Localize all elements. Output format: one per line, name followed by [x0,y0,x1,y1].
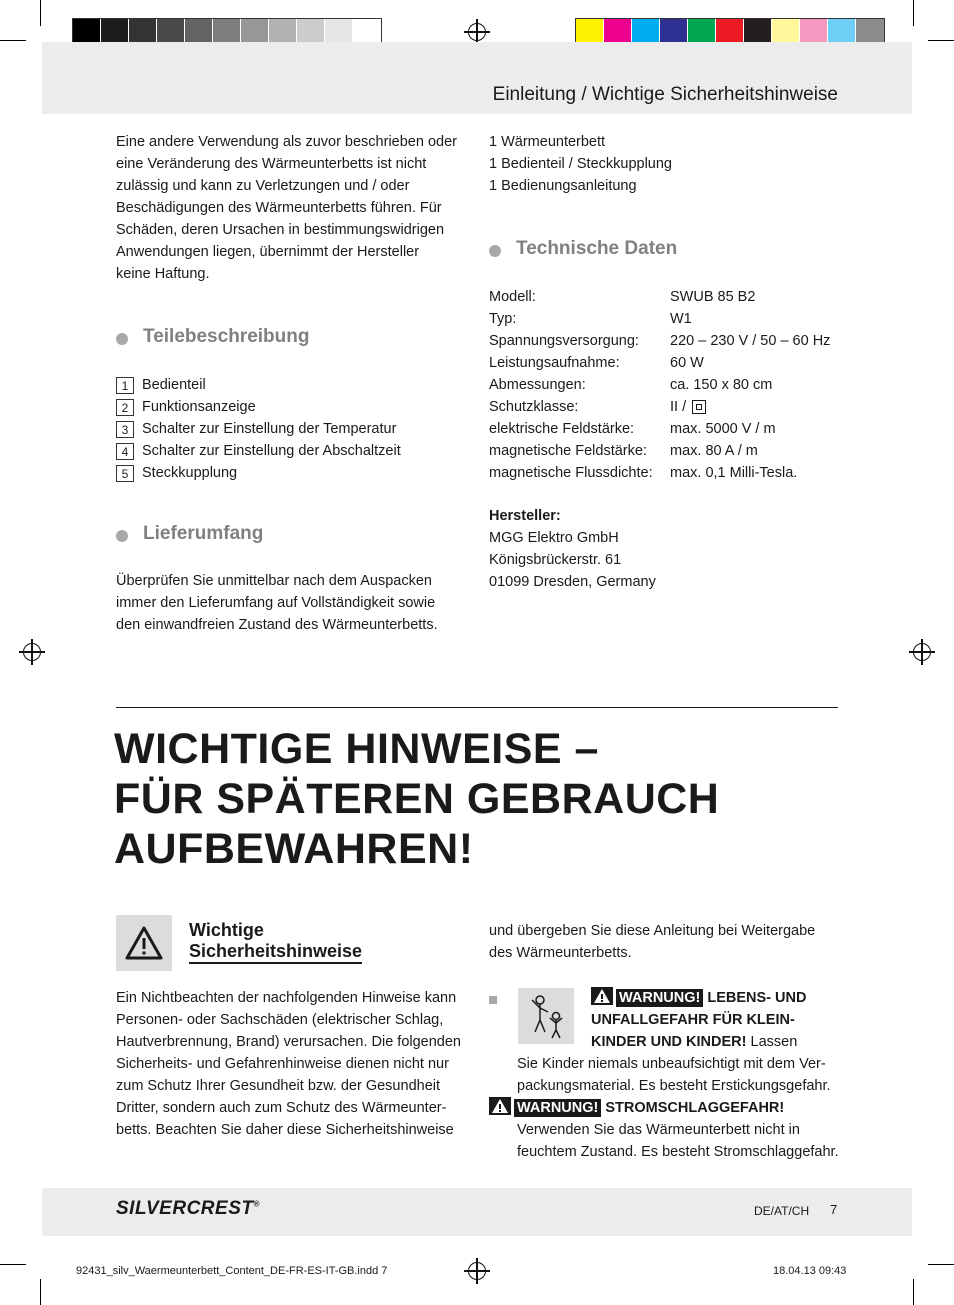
tech-key: elektrische Feldstärke: [489,421,635,437]
part-label: Schalter zur Einstellung der Temperatur [142,421,397,437]
tech-value: max. 80 A / m [670,443,758,459]
table-row [489,352,830,374]
text-line: Überprüfen Sie unmittelbar nach dem Auspacken [116,573,432,589]
tech-value: 220 – 230 V / 50 – 60 Hz [670,333,831,349]
crop-mark [40,1279,41,1305]
bullet-icon [116,530,128,542]
text-line: 01099 Dresden, Germany [489,574,656,590]
warning-1-heading [591,987,851,1053]
tech-key: Typ: [489,311,517,327]
manufacturer-block [489,505,839,593]
section-divider [116,707,838,708]
text-line: packungsmaterial. Es besteht Erstickungsgefahr. [517,1078,831,1094]
title-line: WICHTIGE HINWEISE – [114,725,599,773]
text-line: immer den Lieferumfang auf Vollständigkeit sowie [116,595,436,611]
part-label: Funktionsanzeige [142,399,256,415]
tech-value: SWUB 85 B2 [670,289,756,305]
list-item: 1 Bedienteil / Steckkupplung [489,156,672,172]
file-slug: 92431_silv_Waermeunterbett_Content_DE-FR-ES-IT-GB.indd 7 [76,1265,388,1277]
table-row [489,418,830,440]
part-label: Bedienteil [142,377,206,393]
bullet-icon [489,245,501,257]
warning-heading-text: STROMSCHLAGGEFAHR! [605,1100,785,1116]
table-row [489,286,830,308]
part-number: 4 [116,443,134,460]
crop-mark [928,40,954,41]
part-label: Steckkupplung [142,465,238,481]
warning-triangle-icon [116,915,172,971]
warning-heading-text: LEBENS- UND [707,990,807,1006]
warning-heading-text: UNFALLGEFAHR FÜR KLEIN- [591,1012,795,1028]
text-line: Verwenden Sie das Wärmeunterbett nicht in [517,1122,800,1138]
warning-1-body [517,1053,857,1097]
text-line: Anwendungen liegen, übernimmt der Hersteller [116,244,420,260]
warning-heading-text: KINDER UND KINDER! [591,1034,747,1050]
tech-key: magnetische Feldstärke: [489,443,647,459]
table-row [489,462,830,484]
delivery-paragraph [116,570,476,636]
text-line: den einwandfreien Zustand des Wärmeunterbetts. [116,617,438,633]
list-item [116,374,401,396]
warning-triangle-icon [591,987,613,1005]
tech-value: 60 W [670,355,704,371]
brand-logo: SILVERCREST® [116,1198,260,1219]
list-item [116,396,401,418]
registration-mark-icon [468,1262,486,1280]
text-line: keine Haftung. [116,266,210,282]
parts-heading: Teilebeschreibung [143,326,310,347]
intro-paragraph [116,131,476,285]
safety-paragraph [116,987,476,1141]
tech-key: Abmessungen: [489,377,586,393]
date-slug: 18.04.13 09:43 [773,1265,847,1277]
text-line: betts. Beachten Sie daher diese Sicherheitshinweise [116,1122,454,1138]
safety-heading-line: Wichtige [189,920,264,940]
text-line: eine Veränderung des Wärmeunterbetts ist nicht [116,156,427,172]
crop-mark [928,1264,954,1265]
list-item [116,462,401,484]
tech-key: Schutzklasse: [489,399,579,415]
crop-mark [913,0,914,26]
parts-list [116,374,401,484]
tech-key: Leistungsaufnahme: [489,355,620,371]
text-line: Sie Kinder niemals unbeaufsichtigt mit dem Ver- [517,1056,826,1072]
part-number: 3 [116,421,134,438]
text-line: Schäden, deren Ursachen in bestimmungswidrigen [116,222,445,238]
text-line: Königsbrückerstr. 61 [489,552,622,568]
child-warning-icon [518,988,574,1044]
page-header-title: Einleitung / Wichtige Sicherheitshinweise [492,84,838,105]
safety-heading [189,920,362,962]
square-bullet-icon [489,996,497,1004]
delivery-heading: Lieferumfang [143,523,264,544]
crop-mark [913,1279,914,1305]
tech-heading: Technische Daten [516,238,678,259]
table-row [489,374,830,396]
tech-value: II / [670,399,691,415]
continue-paragraph [489,920,849,964]
list-item [116,440,401,462]
tech-data-table [489,286,830,484]
warning-text: Lassen [750,1034,798,1050]
title-line: FÜR SPÄTEREN GEBRAUCH [114,775,720,823]
text-line: Ein Nichtbeachten der nachfolgenden Hinweise kann [116,990,457,1006]
text-line: zum Schutz Ihrer Gesundheit bzw. der Gesundheit [116,1078,441,1094]
text-line: MGG Elektro GmbH [489,530,619,546]
scope-list [489,131,839,197]
table-row [489,330,830,352]
list-item [116,418,401,440]
warning-label: WARNUNG! [616,989,703,1007]
text-line: feuchtem Zustand. Es besteht Stromschlaggefahr. [517,1144,839,1160]
warning-triangle-icon [489,1097,511,1115]
part-label: Schalter zur Einstellung der Abschaltzeit [142,443,401,459]
important-title [114,724,719,874]
crop-mark [0,1264,26,1265]
registration-mark-icon [913,643,931,661]
registration-mark-icon [468,23,486,41]
footer-language: DE/AT/CH [754,1204,810,1218]
part-number: 2 [116,399,134,416]
crop-mark [0,40,26,41]
tech-key: Modell: [489,289,536,305]
warning-2-body [517,1119,857,1163]
table-row [489,440,830,462]
tech-value: max. 0,1 Milli-Tesla. [670,465,798,481]
tech-key: Spannungsversorgung: [489,333,639,349]
part-number: 5 [116,465,134,482]
text-line: zulässig und kann zu Verletzungen und / oder [116,178,410,194]
tech-value: max. 5000 V / m [670,421,776,437]
table-row [489,396,830,418]
registration-mark-icon [23,643,41,661]
text-line: Beschädigungen des Wärmeunterbetts führen. Für [116,200,442,216]
text-line: Hautverbrennung, Brand) verursachen. Die folgenden [116,1034,461,1050]
part-number: 1 [116,377,134,394]
page-number: 7 [830,1202,838,1217]
warning-label: WARNUNG! [514,1099,601,1117]
title-line: AUFBEWAHREN! [114,825,474,873]
safety-heading-line: Sicherheitshinweise [189,941,362,964]
text-line: Sicherheits- und Gefahrenhinweise dienen nicht nur [116,1056,449,1072]
list-item: 1 Wärmeunterbett [489,134,606,150]
tech-key: magnetische Flussdichte: [489,465,653,481]
text-line: Eine andere Verwendung als zuvor beschrieben oder [116,134,457,150]
manufacturer-label: Hersteller: [489,508,561,524]
text-line: Dritter, sondern auch zum Schutz des Wärmeunter- [116,1100,447,1116]
tech-value: W1 [670,311,692,327]
crop-mark [40,0,41,26]
text-line: des Wärmeunterbetts. [489,945,632,961]
table-row [489,308,830,330]
text-line: Personen- oder Sachschäden (elektrischer Schlag, [116,1012,444,1028]
text-line: und übergeben Sie diese Anleitung bei Weitergabe [489,923,816,939]
list-item: 1 Bedienungsanleitung [489,178,637,194]
tech-value: ca. 150 x 80 cm [670,377,773,393]
warning-2-heading [489,1097,849,1119]
protection-class-icon [692,400,706,414]
bullet-icon [116,333,128,345]
